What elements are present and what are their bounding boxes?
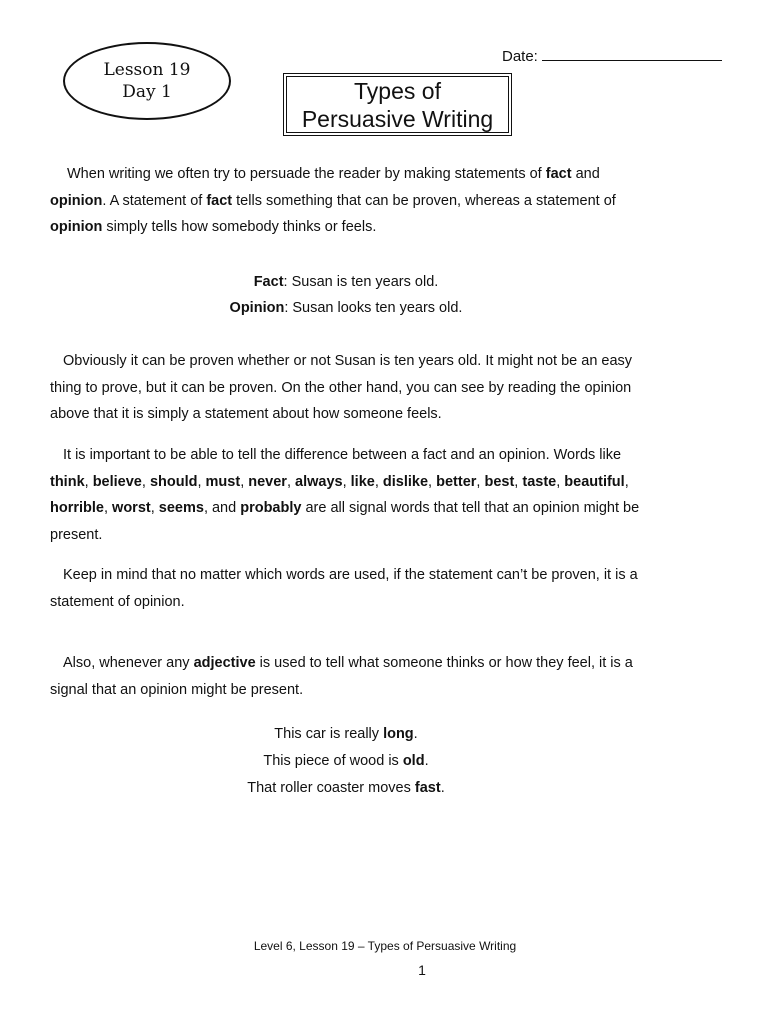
page-number: 1 (418, 962, 426, 978)
signal-word-taste: taste (522, 473, 557, 490)
intro-paragraph: When writing we often try to persuade the reader by making statements of fact and opinion. A statement of fact tells something that can be proven, whereas a statement of opinion simply tells how somebody thinks or feels. (50, 166, 616, 236)
title-line-2: Persuasive Writing (301, 105, 494, 132)
signal-word-like: like (350, 473, 375, 490)
date-label: Date: (502, 48, 538, 65)
signal-word-better: better (436, 473, 477, 490)
page-footer: Level 6, Lesson 19 – Types of Persuasive Writing (253, 939, 517, 953)
signal-word-believe: believe (92, 473, 142, 490)
lesson-badge (63, 42, 231, 120)
signal-word-should: should (149, 473, 198, 490)
title-inner-frame (286, 76, 509, 133)
title-box (283, 73, 512, 136)
opinion-example: Opinion: Susan looks ten years old. (229, 300, 463, 316)
signal-word-think: think (50, 473, 85, 490)
signal-word-must: must (205, 473, 241, 490)
signal-word-dislike: dislike (382, 473, 429, 490)
fact-example: Fact: Susan is ten years old. (253, 274, 439, 290)
paragraph-4: Keep in mind that no matter which words are used, if the statement can’t be proven, it is a statement of opinion. (50, 567, 638, 610)
lesson-day: Day 1 (122, 82, 172, 102)
date-field (502, 48, 722, 65)
signal-word-horrible: horrible (50, 500, 104, 517)
signal-words: think, believe, should, must, never, always, like, dislike, better, best, taste, beautiful, horrible, worst, seems (50, 473, 629, 517)
adjective-example-2: This piece of wood is old. (263, 753, 429, 769)
lesson-number: Lesson 19 (103, 60, 191, 80)
signal-word-never: never (248, 473, 287, 490)
paragraph-5: Also, whenever any adjective is used to tell what someone thinks or how they feel, it is a signal that an opinion might be present. (50, 655, 633, 698)
adjective-example-1: This car is really long. (274, 726, 418, 742)
signal-word-worst: worst (112, 500, 151, 517)
signal-word-beautiful: beautiful (564, 473, 625, 490)
paragraph-3: It is important to be able to tell the difference between a fact and an opinion. Words like think, believe, should, must, never, always, like, dislike, better, best, taste, beautiful, horrible, worst, seems, and probably are all signal words that tell that an opinion might be present. (50, 447, 640, 544)
title-line-1: Types of (354, 77, 441, 104)
paragraph-2: Obviously it can be proven whether or not Susan is ten years old. It might not be an easy thing to prove, but it can be proven. On the other hand, you can see by reading the opinion above that it is simply a statement about how someone feels. (50, 353, 633, 423)
signal-word-best: best (484, 473, 515, 490)
signal-word-always: always (295, 473, 343, 490)
adjective-example-3: That roller coaster moves fast. (247, 780, 445, 796)
date-blank-line (542, 48, 722, 61)
signal-word-seems: seems (158, 500, 204, 517)
